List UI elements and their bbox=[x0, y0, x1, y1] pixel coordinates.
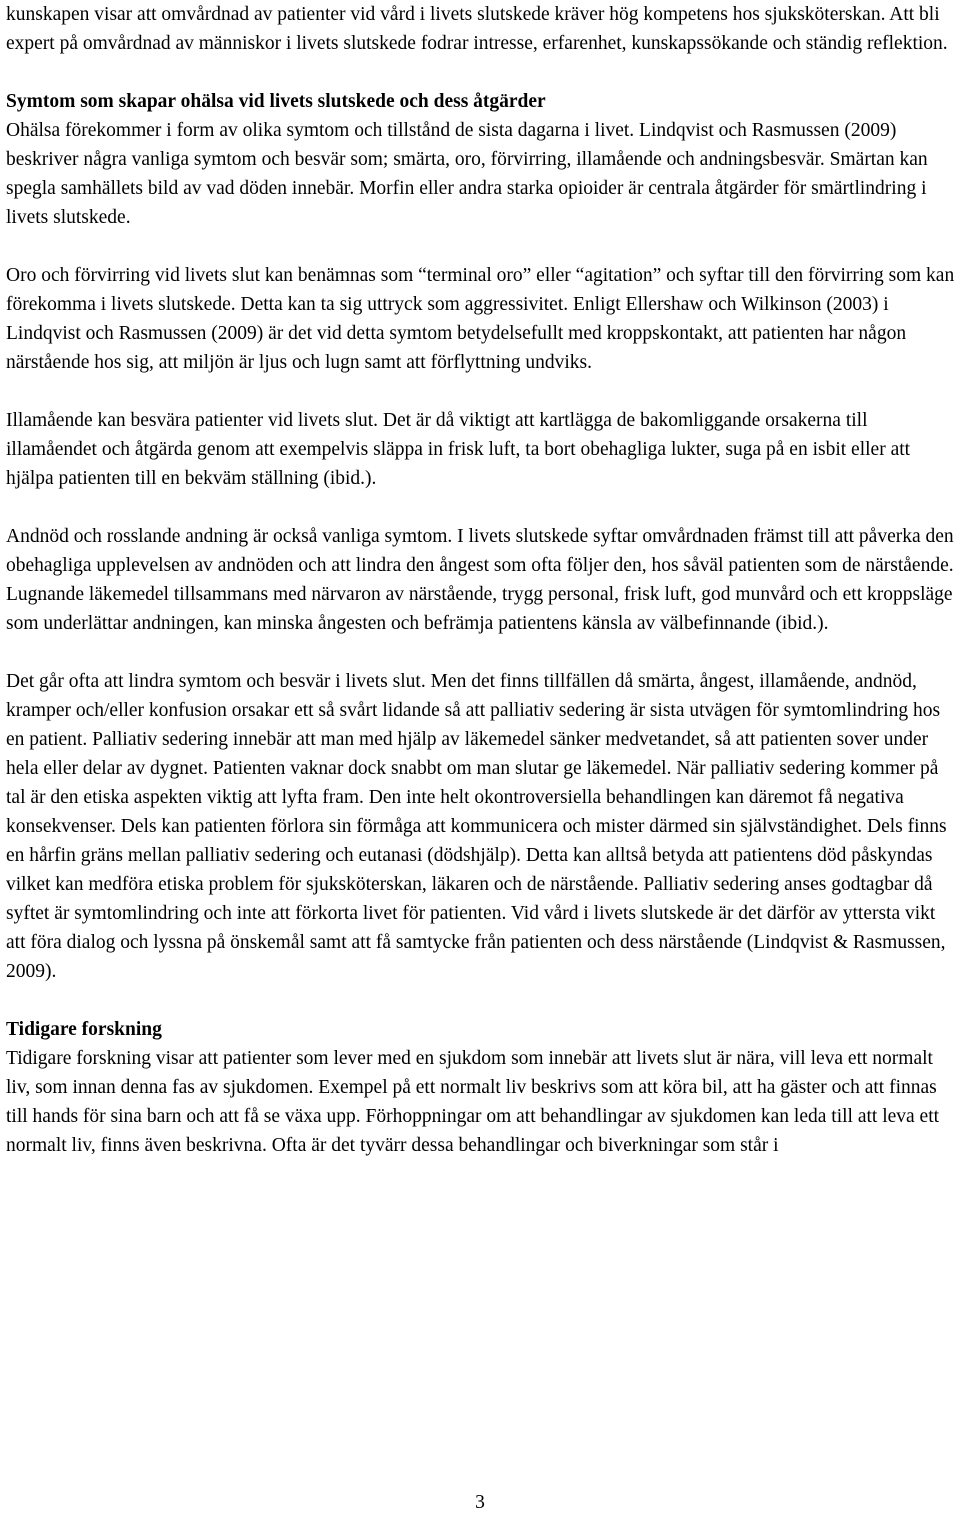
paragraph-illamaende: Illamående kan besvära patienter vid livets slut. Det är då viktigt att kartlägga de bakomliggande orsakerna till illamåendet och åtgärda genom att exempelvis släppa in frisk luft, ta bort obehagliga lukter, suga på en isbit eller att hjälpa patienten till en bekväm ställning (ibid.). bbox=[6, 410, 911, 489]
intro-paragraph: kunskapen visar att omvårdnad av patienter vid vård i livets slutskede kräver hög kompetens hos sjuksköterskan. Att bli expert på omvårdnad av människor i livets slutskede fodrar intresse, erfarenhet, kunskapssökande och ständig reflektion. bbox=[6, 4, 948, 54]
paragraph-ohalsa: Ohälsa förekommer i form av olika symtom och tillstånd de sista dagarna i livet. Lindqvist och Rasmussen (2009) beskriver några vanliga symtom och besvär som; smärta, oro, förvirring, illamående och andningsbesvär. Smärtan kan spegla samhällets bild av vad döden innebär. Morfin eller andra starka opioider är centrala åtgärder för smärtlindring i livets slutskede. bbox=[6, 120, 928, 228]
section-heading-research: Tidigare forskning bbox=[6, 1019, 162, 1040]
paragraph-oro: Oro och förvirring vid livets slut kan benämnas som “terminal oro” eller “agitation” och syftar till den förvirring som kan förekomma i livets slutskede. Detta kan ta sig uttryck som aggressivitet. Enligt Ellershaw och Wilkinson (2003) i Lindqvist och Rasmussen (2009) är det vid detta symtom betydelsefullt med kroppskontakt, att patienten har någon närstående hos sig, att miljön är ljus och lugn samt att förflyttning undviks. bbox=[6, 265, 955, 373]
paragraph-sedering: Det går ofta att lindra symtom och besvär i livets slut. Men det finns tillfällen då smärta, ångest, illamående, andnöd, kramper och/eller konfusion orsakar ett så svårt lidande så att palliativ sedering är sista utvägen för symtomlindring hos en patient. Palliativ sedering innebär att man med hjälp av läkemedel sänker medvetandet, så att patienten sover under hela eller delar av dygnet. Patienten vaknar dock snabbt om man slutar ge läkemedel. När palliativ sedering kommer på tal är den etiska aspekten viktig att lyfta fram. Den inte helt okontroversiella behandlingen kan däremot få negativa konsekvenser. Dels kan patienten förlora sin förmåga att kommunicera och mister därmed sin självständighet. Dels finns en hårfin gräns mellan palliativ sedering och eutanasi (dödshjälp). Detta kan alltså betyda att patientens död påskyndas vilket kan medföra etiska problem för sjuksköterskan, läkaren och de närstående. Palliativ sedering anses godtagbar då syftet är symtomlindring och inte att förkorta livet för patienten. Vid vård i livets slutskede är det därför av yttersta vikt att föra dialog och lyssna på önskemål samt att få samtycke från patienten och dess närstående (Lindqvist & Rasmussen, 2009). bbox=[6, 671, 947, 982]
page-number: 3 bbox=[475, 1492, 485, 1513]
paragraph-andnod: Andnöd och rosslande andning är också vanliga symtom. I livets slutskede syftar omvårdnaden främst till att påverka den obehagliga upplevelsen av andnöden och att lindra den ångest som ofta följer den, hos såväl patienten som de närstående. Lugnande läkemedel tillsammans med närvaron av närstående, trygg personal, frisk luft, god munvård och ett kroppsläge som underlättar andningen, kan minska ångesten och befrämja patientens känsla av välbefinnande (ibid.). bbox=[6, 526, 954, 634]
paragraph-research: Tidigare forskning visar att patienter som lever med en sjukdom som innebär att livets slut är nära, vill leva ett normalt liv, som innan denna fas av sjukdomen. Exempel på ett normalt liv beskrivs som att köra bil, att ha gäster och att finnas till hands för sina barn och att få se växa upp. Förhoppningar om att behandlingar av sjukdomen kan leda till att leva ett normalt liv, finns även beskrivna. Ofta är det tyvärr dessa behandlingar och biverkningar som står i bbox=[6, 1048, 940, 1156]
section-heading-symptoms: Symtom som skapar ohälsa vid livets slutskede och dess åtgärder bbox=[6, 91, 546, 112]
document-page bbox=[6, 0, 956, 1160]
